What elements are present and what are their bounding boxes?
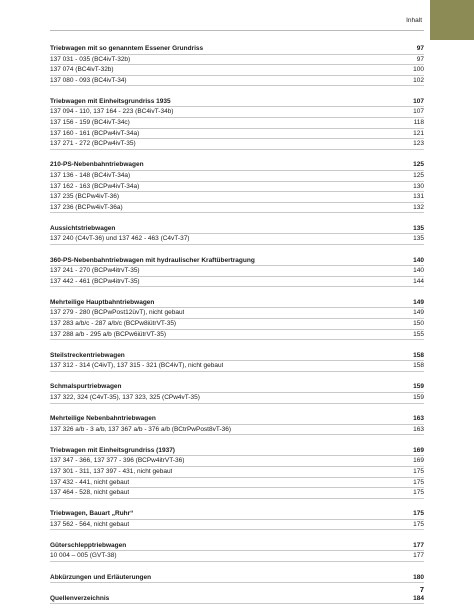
- toc-section: [50, 509, 424, 530]
- toc-entry[interactable]: [50, 277, 424, 288]
- toc-section: [50, 256, 424, 288]
- toc-entry[interactable]: [50, 234, 424, 245]
- toc-section-page: 140: [413, 256, 424, 264]
- toc-entry-text: 137 094 - 110, 137 164 - 223 (BC4ivT-34b): [50, 108, 174, 116]
- toc-section-page: 169: [413, 446, 424, 454]
- toc-section-heading[interactable]: [50, 256, 424, 267]
- toc-entry[interactable]: [50, 171, 424, 182]
- toc-section-title: 210-PS-Nebenbahntriebwagen: [50, 161, 144, 169]
- toc-entry-text: 137 271 - 272 (BCPw4ivT-35): [50, 140, 136, 148]
- toc-section-title: Abkürzungen und Erläuterungen: [50, 573, 152, 581]
- toc-entry-page: 144: [413, 277, 424, 285]
- toc-entry-page: 159: [413, 393, 424, 401]
- toc-entry[interactable]: [50, 182, 424, 193]
- toc-entry-page: 130: [413, 182, 424, 190]
- toc-entry-text: 137 240 (C4vT-36) und 137 462 - 463 (C4vT-37): [50, 235, 190, 243]
- toc-entry-text: 137 301 - 311, 137 397 - 431, nicht gebaut: [50, 467, 173, 475]
- toc-section-title: Schmalspurtriebwagen: [50, 383, 122, 391]
- toc-section-page: 175: [413, 510, 424, 518]
- toc-entry-text: 137 326 a/b - 3 a/b, 137 367 a/b - 376 a/b (BCtrPwPost8vT-36): [50, 425, 232, 433]
- toc-entry[interactable]: [50, 308, 424, 319]
- toc-entry-page: 140: [413, 267, 424, 275]
- toc-entry-page: 121: [413, 129, 424, 137]
- toc-section-heading[interactable]: [50, 160, 424, 171]
- toc-section: [50, 382, 424, 403]
- toc-section-heading[interactable]: [50, 509, 424, 520]
- toc-entry-text: 137 312 - 314 (C4ivT), 137 315 - 321 (BC4ivT), nicht gebaut: [50, 362, 224, 370]
- toc-section-page: 163: [413, 415, 424, 423]
- toc-section-title: Mehrteilige Nebenbahntriebwagen: [50, 415, 156, 423]
- toc-entry-page: 177: [413, 552, 424, 560]
- toc-section-page: 149: [413, 298, 424, 306]
- toc-section-title: 360-PS-Nebenbahntriebwagen mit hydraulischer Kraftübertragung: [50, 256, 255, 264]
- toc-entry-text: 137 236 (BCPw4ivT-36a): [50, 203, 123, 211]
- toc-section-title: Triebwagen mit Einheitsgrundriss (1937): [50, 446, 175, 454]
- toc-section-page: 97: [416, 45, 424, 52]
- toc-section-title: Quellenverzeichnis: [50, 594, 110, 602]
- toc-section: [50, 298, 424, 340]
- toc-section-heading[interactable]: [50, 224, 424, 235]
- toc-section-title: Triebwagen mit so genanntem Essener Grundriss: [50, 45, 204, 52]
- table-of-contents: [50, 44, 424, 615]
- toc-section-page: 180: [413, 573, 424, 581]
- toc-section: [50, 224, 424, 245]
- toc-entry[interactable]: [50, 478, 424, 489]
- toc-entry[interactable]: [50, 55, 424, 66]
- toc-section: [50, 541, 424, 562]
- toc-entry[interactable]: [50, 520, 424, 531]
- toc-entry-text: 137 080 - 093 (BC4ivT-34): [50, 76, 127, 84]
- toc-entry[interactable]: [50, 203, 424, 214]
- toc-entry-text: 137 031 - 035 (BC4ivT-32b): [50, 55, 131, 63]
- toc-section-title: Aussichtstriebwagen: [50, 224, 116, 232]
- toc-entry-text: 137 464 - 528, nicht gebaut: [50, 489, 130, 497]
- toc-section-heading[interactable]: [50, 594, 424, 605]
- toc-entry-text: 137 241 - 270 (BCPw4itrvT-35): [50, 267, 140, 275]
- toc-entry-text: 137 562 - 564, nicht gebaut: [50, 520, 130, 528]
- toc-section-page: 177: [413, 541, 424, 549]
- toc-entry-page: 123: [413, 140, 424, 148]
- toc-entry-text: 10 004 – 005 (GVT-38): [50, 552, 117, 560]
- toc-entry-page: 175: [413, 489, 424, 497]
- toc-entry[interactable]: [50, 319, 424, 330]
- toc-entry-page: 175: [413, 467, 424, 475]
- toc-section-page: 159: [413, 383, 424, 391]
- toc-entry-text: 137 347 - 366, 137 377 - 396 (BCPw4itrVT-36): [50, 457, 185, 465]
- toc-entry-page: 175: [413, 520, 424, 528]
- toc-section-heading[interactable]: [50, 97, 424, 108]
- toc-section: [50, 573, 424, 584]
- toc-entry[interactable]: [50, 456, 424, 467]
- toc-entry[interactable]: [50, 266, 424, 277]
- toc-entry-page: 135: [413, 235, 424, 243]
- toc-entry-text: 137 235 (BCPw4ivT-36): [50, 193, 120, 201]
- toc-section-heading[interactable]: [50, 382, 424, 393]
- toc-section-title: Triebwagen mit Einheitsgrundriss 1935: [50, 97, 171, 105]
- toc-section: [50, 446, 424, 499]
- toc-entry-page: 163: [413, 425, 424, 433]
- chapter-tab: [430, 0, 474, 40]
- toc-entry-text: 137 322, 324 (C4vT-35), 137 323, 325 (CPw4vT-35): [50, 393, 200, 401]
- toc-section: [50, 160, 424, 213]
- toc-section-title: Mehrteilige Hauptbahntriebwagen: [50, 298, 155, 306]
- toc-entry-text: 137 279 - 280 (BCPwPost12üvT), nicht gebaut: [50, 309, 185, 317]
- toc-entry[interactable]: [50, 107, 424, 118]
- toc-section-heading[interactable]: [50, 298, 424, 309]
- toc-section: [50, 594, 424, 605]
- toc-entry-page: 102: [413, 76, 424, 84]
- header-label: Inhalt: [406, 17, 422, 24]
- header-rule: [50, 30, 424, 31]
- toc-entry-page: 169: [413, 457, 424, 465]
- toc-section-title: Triebwagen, Bauart „Ruhr“: [50, 510, 134, 518]
- toc-entry[interactable]: [50, 139, 424, 150]
- toc-entry-page: 175: [413, 478, 424, 486]
- toc-entry-page: 132: [413, 203, 424, 211]
- toc-entry[interactable]: [50, 361, 424, 372]
- toc-section-heading[interactable]: [50, 573, 424, 584]
- toc-entry[interactable]: [50, 129, 424, 140]
- toc-entry-text: 137 074 (BC4ivT-32b): [50, 66, 114, 74]
- toc-section-title: Steilstreckentriebwagen: [50, 351, 125, 359]
- toc-section-title: Güterschlepptriebwagen: [50, 541, 127, 549]
- toc-entry[interactable]: [50, 425, 424, 436]
- toc-section: [50, 351, 424, 372]
- toc-section-page: 158: [413, 351, 424, 359]
- toc-entry[interactable]: [50, 76, 424, 87]
- toc-section-page: 107: [413, 97, 424, 105]
- toc-entry-page: 107: [413, 108, 424, 116]
- toc-section-heading[interactable]: [50, 44, 424, 55]
- toc-section-heading[interactable]: [50, 351, 424, 362]
- toc-entry-page: 149: [413, 309, 424, 317]
- page-number: 7: [419, 585, 424, 594]
- toc-entry[interactable]: [50, 488, 424, 499]
- toc-section-heading[interactable]: [50, 446, 424, 457]
- toc-entry-text: 137 283 a/b/c - 287 a/b/c (BCPw8iütrVT-35): [50, 319, 177, 327]
- toc-entry-page: 131: [413, 193, 424, 201]
- toc-section-heading[interactable]: [50, 541, 424, 552]
- toc-entry-text: 137 156 - 159 (BC4ivT-34c): [50, 119, 130, 127]
- toc-entry[interactable]: [50, 393, 424, 404]
- toc-entry-text: 137 288 a/b - 295 a/b (BCPw6iütrVT-35): [50, 330, 166, 338]
- toc-entry-page: 125: [413, 171, 424, 179]
- toc-entry-page: 150: [413, 319, 424, 327]
- toc-entry-page: 100: [413, 66, 424, 74]
- toc-entry[interactable]: [50, 551, 424, 562]
- toc-entry-text: 137 442 - 461 (BCPw4itrvT-35): [50, 277, 140, 285]
- toc-entry-page: 155: [413, 330, 424, 338]
- toc-section-page: 184: [413, 594, 424, 602]
- toc-section: [50, 44, 424, 86]
- toc-entry-text: 137 432 - 441, nicht gebaut: [50, 478, 130, 486]
- toc-entry-text: 137 136 - 148 (BC4ivT-34a): [50, 171, 131, 179]
- toc-section: [50, 414, 424, 435]
- toc-section-heading[interactable]: [50, 414, 424, 425]
- toc-entry[interactable]: [50, 330, 424, 341]
- toc-entry-text: 137 160 - 161 (BCPw4ivT-34a): [50, 129, 140, 137]
- toc-entry[interactable]: [50, 118, 424, 129]
- toc-section: [50, 97, 424, 150]
- toc-section-page: 135: [413, 224, 424, 232]
- toc-entry-text: 137 162 - 163 (BCPw4ivT-34a): [50, 182, 140, 190]
- toc-section-page: 125: [413, 161, 424, 169]
- toc-entry-page: 118: [413, 119, 424, 127]
- toc-entry-page: 97: [416, 55, 424, 63]
- toc-entry[interactable]: [50, 192, 424, 203]
- toc-entry[interactable]: [50, 467, 424, 478]
- toc-entry[interactable]: [50, 65, 424, 76]
- toc-entry-page: 158: [413, 362, 424, 370]
